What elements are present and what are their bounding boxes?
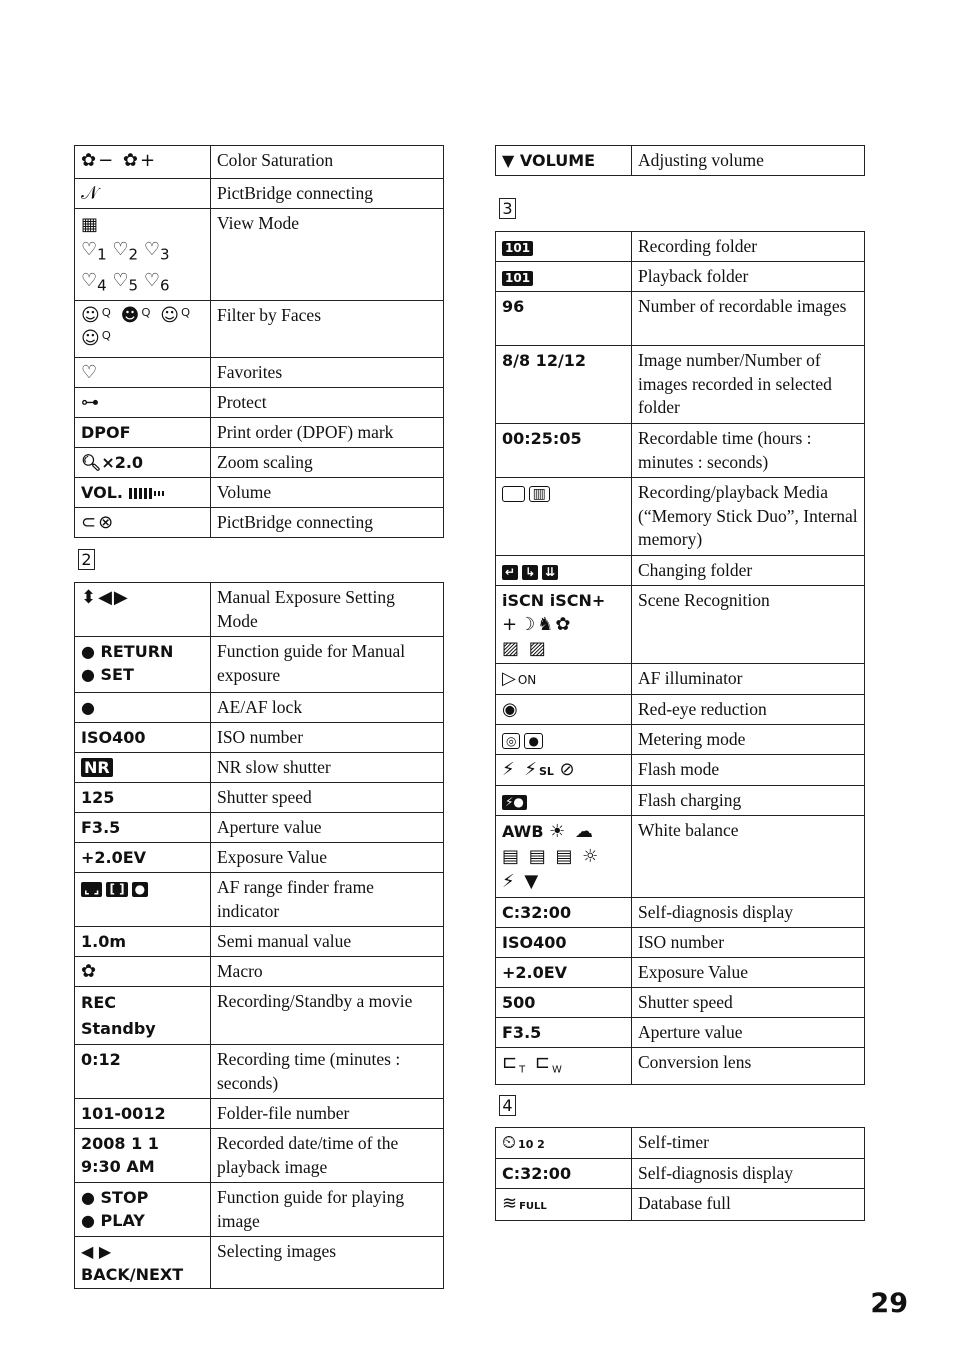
table-row (75, 843, 444, 873)
back-next-guide: ◀ ▶ BACK/NEXT (75, 1237, 211, 1289)
row-desc: PictBridge connecting (211, 179, 444, 209)
table-row (75, 723, 444, 753)
image-number: 8/8 12/12 (496, 346, 632, 424)
left-column (74, 145, 444, 538)
indicator-table-2 (74, 582, 444, 1289)
exposure-value: +2.0EV (75, 843, 211, 873)
white-balance-icon: AWB ☀ ☁ ▤ ▤ ▤ ☼ ⚡ ▼ (496, 816, 632, 898)
table-row (75, 1129, 444, 1183)
right-column-2 (495, 231, 865, 1085)
section-3-label: 3 (499, 198, 516, 219)
row-desc: ISO number (632, 928, 865, 958)
table-row (496, 695, 865, 725)
row-desc: Function guide for playing image (211, 1183, 444, 1237)
changing-folder-icon: ↵ ↳ ⇊ (496, 556, 632, 586)
metering-mode-icon: ◎ ● (496, 725, 632, 755)
table-row (75, 301, 444, 358)
row-desc: Volume (211, 478, 444, 508)
shutter-speed-value: 500 (496, 988, 632, 1018)
folder-file-number: 101-0012 (75, 1099, 211, 1129)
table-row (75, 927, 444, 957)
row-desc: AF illuminator (632, 664, 865, 695)
table-row (496, 958, 865, 988)
recording-time: 0:12 (75, 1045, 211, 1099)
row-desc: Adjusting volume (632, 146, 865, 176)
table-row (75, 1237, 444, 1289)
media-icon: ▥ (496, 478, 632, 556)
table-row (75, 508, 444, 538)
row-desc: AF range finder frame indicator (211, 873, 444, 927)
macro-icon: ✿ (75, 957, 211, 987)
table-row (75, 987, 444, 1045)
table-row (75, 753, 444, 783)
table-row (75, 1183, 444, 1237)
row-desc: White balance (632, 816, 865, 898)
row-desc: AE/AF lock (211, 693, 444, 723)
table-row (496, 755, 865, 786)
left-column-2 (74, 582, 444, 1289)
manual-exposure-icon: ⬍◀▶ (75, 583, 211, 637)
table-row (75, 637, 444, 693)
row-desc: Image number/Number of images recorded in selected folder (632, 346, 865, 424)
row-desc: Number of recordable images (632, 292, 865, 346)
table-row (496, 262, 865, 292)
zoom-scaling-icon: 🔍︎×2.0 (75, 448, 211, 478)
table-row (75, 583, 444, 637)
table-row (496, 1018, 865, 1048)
scene-recognition-icon: iSCN iSCN+ +☽♞✿ ▨ ▨ (496, 586, 632, 664)
table-row (496, 928, 865, 958)
af-range-finder-icon: ⌞ ⌟ [ ] ● (75, 873, 211, 927)
table-row (75, 693, 444, 723)
volume-icon: VOL. (75, 478, 211, 508)
row-desc: Filter by Faces (211, 301, 444, 358)
table-row (75, 146, 444, 179)
table-row (496, 898, 865, 928)
row-desc: Self-timer (632, 1128, 865, 1159)
table-row (75, 179, 444, 209)
row-desc: Exposure Value (632, 958, 865, 988)
row-desc: Conversion lens (632, 1048, 865, 1085)
iso-number: ISO400 (75, 723, 211, 753)
recording-folder-icon: 101 (496, 232, 632, 262)
table-row (75, 478, 444, 508)
indicator-table-3 (495, 145, 865, 176)
page-number: 29 (870, 1288, 908, 1319)
table-row (496, 816, 865, 898)
nr-slow-shutter-icon: NR (75, 753, 211, 783)
row-desc: Red-eye reduction (632, 695, 865, 725)
table-row (496, 1159, 865, 1189)
row-desc: Protect (211, 388, 444, 418)
table-row (496, 664, 865, 695)
recorded-date-time: 2008 1 1 9:30 AM (75, 1129, 211, 1183)
row-desc: Semi manual value (211, 927, 444, 957)
table-row (75, 388, 444, 418)
red-eye-icon: ◉ (496, 695, 632, 725)
table-row (496, 1128, 865, 1159)
row-desc: Print order (DPOF) mark (211, 418, 444, 448)
row-desc: Shutter speed (632, 988, 865, 1018)
section-4-label: 4 (499, 1095, 516, 1116)
aperture-value: F3.5 (496, 1018, 632, 1048)
row-desc: Macro (211, 957, 444, 987)
row-desc: Function guide for Manual exposure (211, 637, 444, 693)
table-row (496, 146, 865, 176)
row-desc: NR slow shutter (211, 753, 444, 783)
table-row (496, 1189, 865, 1221)
row-desc: Flash mode (632, 755, 865, 786)
row-desc: Selecting images (211, 1237, 444, 1289)
section-2-label: 2 (78, 549, 95, 570)
dpof-icon: DPOF (75, 418, 211, 448)
row-desc: ISO number (211, 723, 444, 753)
row-desc: Shutter speed (211, 783, 444, 813)
row-desc: Database full (632, 1189, 865, 1221)
row-desc: Manual Exposure Setting Mode (211, 583, 444, 637)
flash-mode-icon: ⚡ ⚡SL ⊘ (496, 755, 632, 786)
table-row (496, 478, 865, 556)
table-row (496, 1048, 865, 1085)
row-desc: Playback folder (632, 262, 865, 292)
table-row (75, 957, 444, 987)
return-set-guide: ● RETURN ● SET (75, 637, 211, 693)
table-row (496, 988, 865, 1018)
row-desc: View Mode (211, 209, 444, 301)
row-desc: Self-diagnosis display (632, 1159, 865, 1189)
af-illuminator-icon: ▷ON (496, 664, 632, 695)
table-row (75, 209, 444, 301)
right-column (495, 145, 865, 176)
table-row (496, 556, 865, 586)
self-diagnosis-code: C:32:00 (496, 1159, 632, 1189)
exposure-value: +2.0EV (496, 958, 632, 988)
color-saturation-icon: ✿− ✿+ (75, 146, 211, 179)
playback-folder-icon: 101 (496, 262, 632, 292)
favorites-icon: ♡ (75, 358, 211, 388)
conversion-lens-icon: $⊏_T$ $⊏_W$ (496, 1048, 632, 1085)
ae-af-lock-icon: ● (75, 693, 211, 723)
row-desc: Aperture value (632, 1018, 865, 1048)
row-desc: Recordable time (hours : minutes : seconds) (632, 424, 865, 478)
indicator-table-4 (495, 231, 865, 1085)
table-row (496, 232, 865, 262)
self-diagnosis-code: C:32:00 (496, 898, 632, 928)
filter-by-faces-icon: ☺ꟴ ☻ꟴ ☺ꟴ ☺ꟴ (75, 301, 211, 358)
row-desc: Metering mode (632, 725, 865, 755)
table-row (75, 783, 444, 813)
row-desc: Scene Recognition (632, 586, 865, 664)
self-timer-icon: ⏲10 2 (496, 1128, 632, 1159)
table-row (75, 813, 444, 843)
row-desc: Recording/playback Media (“Memory Stick Duo”, Internal memory) (632, 478, 865, 556)
right-column-3 (495, 1127, 865, 1221)
row-desc: Changing folder (632, 556, 865, 586)
semi-manual-value: 1.0m (75, 927, 211, 957)
row-desc: Recorded date/time of the playback image (211, 1129, 444, 1183)
indicator-table-1 (74, 145, 444, 538)
flash-charging-icon: ⚡● (496, 786, 632, 816)
table-row (75, 1045, 444, 1099)
stop-play-guide: ● STOP ● PLAY (75, 1183, 211, 1237)
row-desc: Folder-file number (211, 1099, 444, 1129)
table-row (496, 786, 865, 816)
recordable-time: 00:25:05 (496, 424, 632, 478)
indicator-table-5 (495, 1127, 865, 1221)
shutter-speed-value: 125 (75, 783, 211, 813)
table-row (496, 424, 865, 478)
view-mode-icon: ▦ $♡_1$ $♡_2$ $♡_3$ $♡_4$ $♡_5$ $♡_6$ (75, 209, 211, 301)
row-desc: Zoom scaling (211, 448, 444, 478)
row-desc: Favorites (211, 358, 444, 388)
row-desc: Aperture value (211, 813, 444, 843)
iso-number: ISO400 (496, 928, 632, 958)
table-row (496, 586, 865, 664)
volume-adjust-guide: ▼ VOLUME (496, 146, 632, 176)
row-desc: Exposure Value (211, 843, 444, 873)
row-desc: Recording folder (632, 232, 865, 262)
table-row (75, 873, 444, 927)
table-row (496, 725, 865, 755)
database-full-icon: ≋FULL (496, 1189, 632, 1221)
row-desc: Flash charging (632, 786, 865, 816)
table-row (496, 292, 865, 346)
row-desc: PictBridge connecting (211, 508, 444, 538)
row-desc: Recording time (minutes : seconds) (211, 1045, 444, 1099)
table-row (75, 418, 444, 448)
table-row (75, 448, 444, 478)
protect-icon: ⊶ (75, 388, 211, 418)
aperture-value: F3.5 (75, 813, 211, 843)
rec-standby: REC Standby (75, 987, 211, 1045)
row-desc: Recording/Standby a movie (211, 987, 444, 1045)
row-desc: Color Saturation (211, 146, 444, 179)
pictbridge-error-icon: ⊂⊗ (75, 508, 211, 538)
table-row (496, 346, 865, 424)
table-row (75, 358, 444, 388)
recordable-images-count: 96 (496, 292, 632, 346)
table-row (75, 1099, 444, 1129)
pictbridge-icon: 𝒩 (75, 179, 211, 209)
row-desc: Self-diagnosis display (632, 898, 865, 928)
